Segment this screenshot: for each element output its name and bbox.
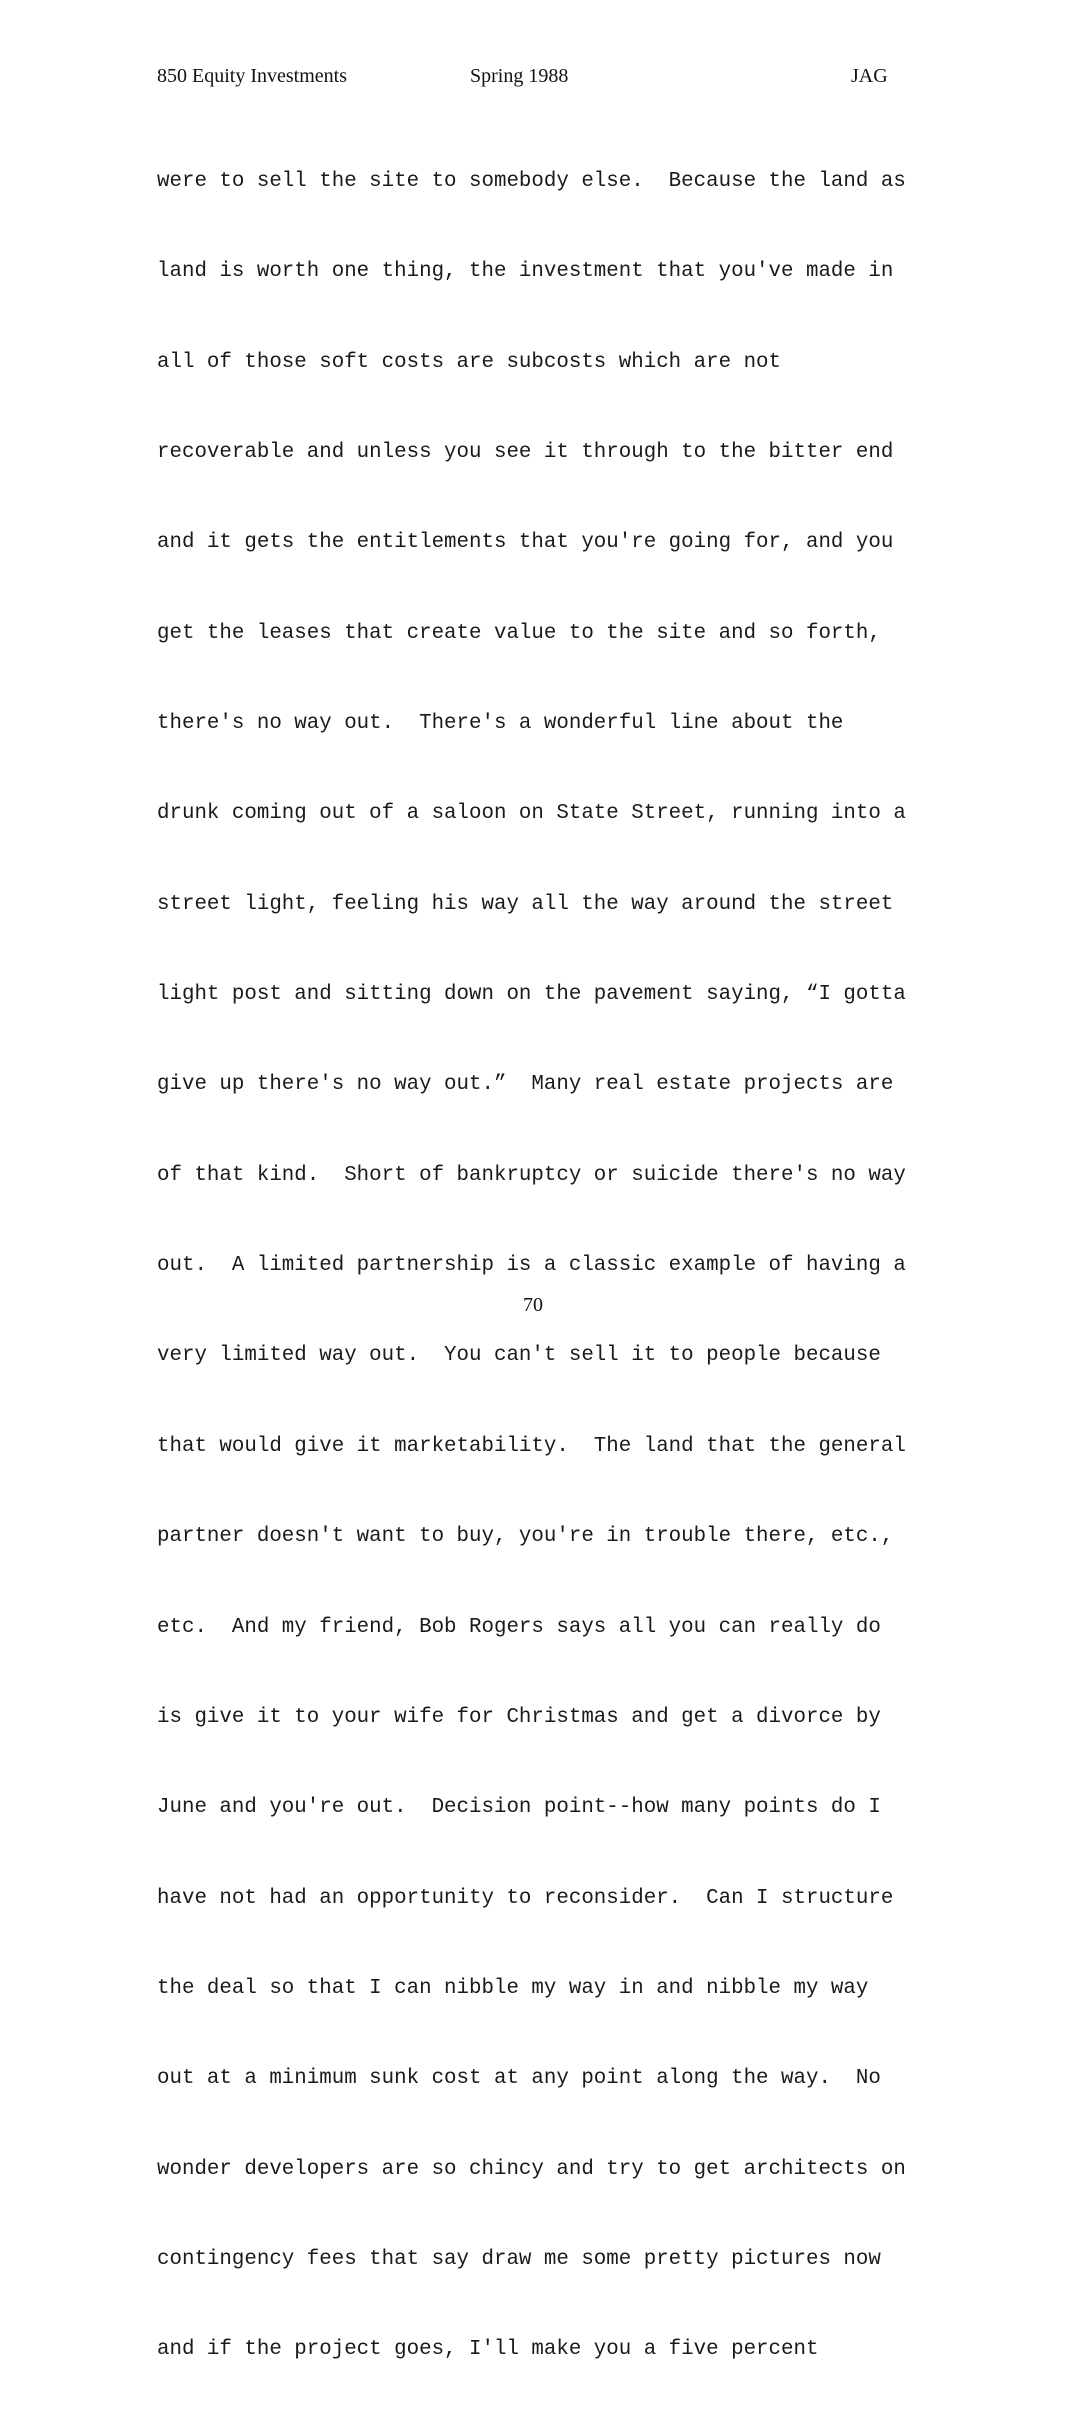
text-line: light post and sitting down on the pavement saying, “I gotta	[157, 983, 906, 1007]
text-line: very limited way out. You can't sell it to people because	[157, 1344, 881, 1368]
text-line: June and you're out. Decision point--how many points do I	[157, 1796, 881, 1820]
text-line: that would give it marketability. The land that the general	[157, 1434, 906, 1458]
text-line: get the leases that create value to the site and so forth,	[157, 621, 881, 645]
text-line: the deal so that I can nibble my way in and nibble my way	[157, 1976, 869, 2000]
text-line: land is worth one thing, the investment that you've made in	[157, 260, 894, 284]
text-line: have not had an opportunity to reconsider. Can I structure	[157, 1886, 894, 1910]
text-line: and if the project goes, I'll make you a five percent	[157, 2338, 819, 2362]
header-course-title: 850 Equity Investments	[157, 65, 347, 87]
header-term: Spring 1988	[470, 65, 569, 87]
text-line: partner doesn't want to buy, you're in trouble there, etc.,	[157, 1525, 894, 1549]
text-line: of that kind. Short of bankruptcy or suicide there's no way	[157, 1163, 906, 1187]
text-line: were to sell the site to somebody else. Because the land as	[157, 170, 906, 193]
text-line: there's no way out. There's a wonderful line about the	[157, 712, 844, 736]
text-line: and it gets the entitlements that you're going for, and you	[157, 531, 894, 555]
header-initials: JAG	[851, 65, 888, 87]
text-line: etc. And my friend, Bob Rogers says all you can really do	[157, 1615, 881, 1639]
text-line: recoverable and unless you see it through to the bitter end	[157, 441, 894, 465]
text-line: all of those soft costs are subcosts which are not	[157, 350, 782, 374]
text-line: street light, feeling his way all the way around the street	[157, 892, 894, 916]
text-line: out at a minimum sunk cost at any point along the way. No	[157, 2067, 881, 2091]
body-text	[157, 120, 957, 2425]
text-line: contingency fees that say draw me some pretty pictures now	[157, 2247, 881, 2271]
text-line: give up there's no way out.” Many real estate projects are	[157, 1073, 894, 1097]
page-number: 70	[523, 1294, 543, 1316]
text-line: wonder developers are so chincy and try to get architects on	[157, 2157, 906, 2181]
text-line: is give it to your wife for Christmas and get a divorce by	[157, 1705, 881, 1729]
text-line: drunk coming out of a saloon on State Street, running into a	[157, 802, 906, 826]
text-line: out. A limited partnership is a classic example of having a	[157, 1254, 906, 1278]
